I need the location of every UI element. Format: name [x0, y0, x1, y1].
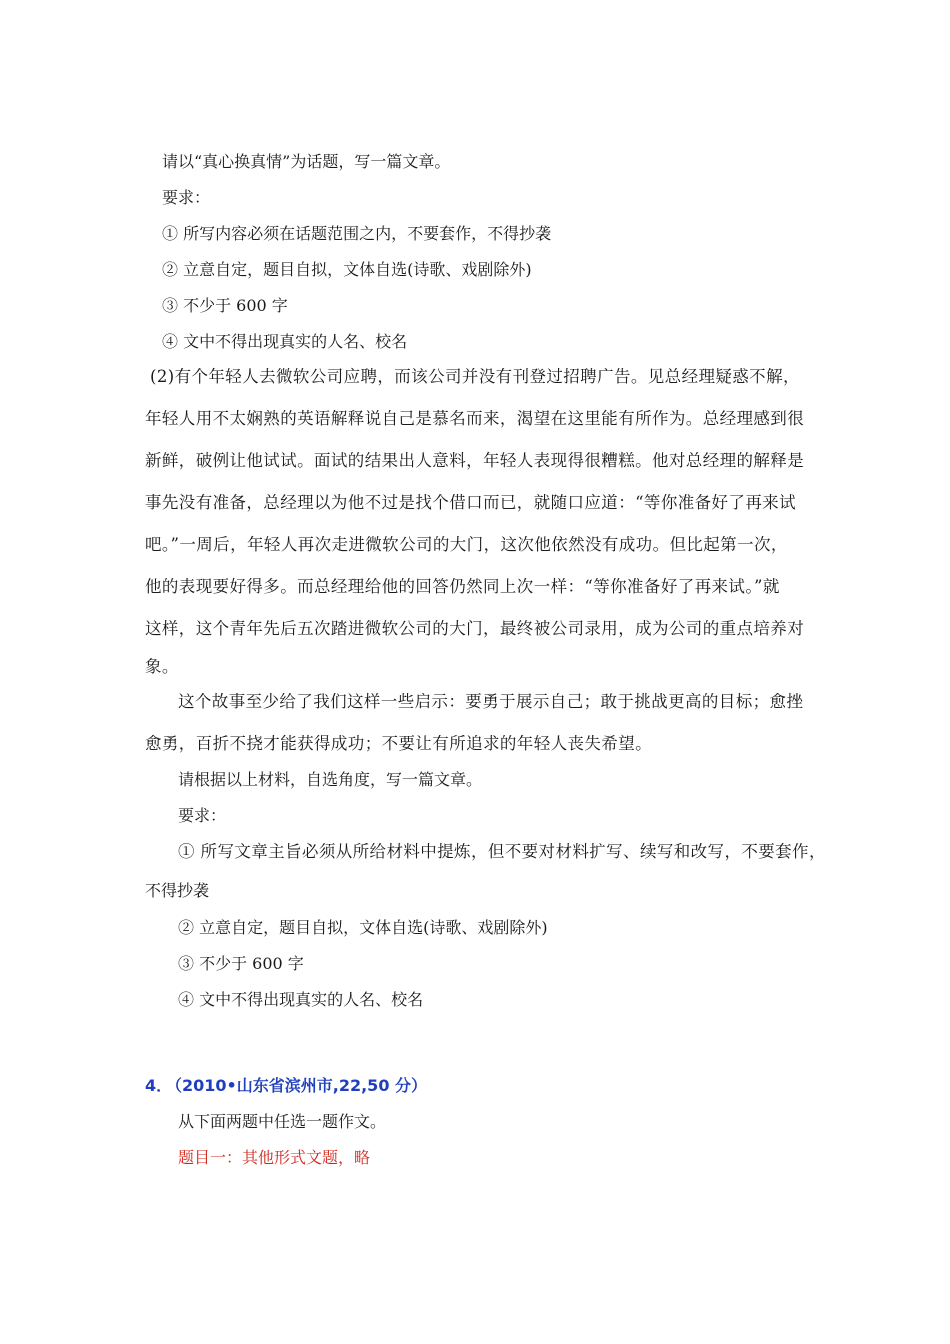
section1-requirement-2: ② 立意自定，题目自拟，文体自选(诗歌、戏剧除外) — [162, 260, 532, 279]
section2-prompt: 请根据以上材料，自选角度，写一篇文章。 — [178, 770, 483, 789]
section1-requirement-4: ④ 文中不得出现真实的人名、校名 — [162, 332, 408, 351]
section1-requirements-label: 要求： — [162, 188, 211, 207]
section2-requirement-2: ② 立意自定，题目自拟，文体自选(诗歌、戏剧除外) — [178, 918, 548, 937]
section4-instruction: 从下面两题中任选一题作文。 — [178, 1112, 387, 1131]
story-line: 年轻人用不太娴熟的英语解释说自己是慕名而来，渴望在这里能有所作为。总经理感到很 — [145, 409, 805, 428]
story-line: 事先没有准备，总经理以为他不过是找个借口而已，就随口应道：“等你准备好了再来试 — [145, 493, 797, 512]
section2-requirements-label: 要求： — [178, 806, 227, 825]
section2-requirement-4: ④ 文中不得出现真实的人名、校名 — [178, 990, 424, 1009]
section1-requirement-3: ③ 不少于 600 字 — [162, 296, 288, 315]
section1-requirement-1: ① 所写内容必须在话题范围之内，不要套作，不得抄袭 — [162, 224, 552, 243]
story-line: 吧。”一周后，年轻人再次走进微软公司的大门，这次他依然没有成功。但比起第一次， — [145, 535, 788, 554]
insight-line: 这个故事至少给了我们这样一些启示：要勇于展示自己；敢于挑战更高的目标；愈挫 — [178, 692, 804, 711]
insight-line: 愈勇，百折不挠才能获得成功；不要让有所追求的年轻人丧失希望。 — [145, 734, 652, 753]
story-line: 象。 — [145, 657, 179, 676]
story-line: (2)有个年轻人去微软公司应聘，而该公司并没有刊登过招聘广告。见总经理疑惑不解， — [150, 367, 800, 386]
section2-requirement-1-cont: 不得抄袭 — [145, 881, 210, 900]
story-line: 这样，这个青年先后五次踏进微软公司的大门，最终被公司录用，成为公司的重点培养对 — [145, 619, 805, 638]
section2-requirement-3: ③ 不少于 600 字 — [178, 954, 304, 973]
section2-requirement-1: ① 所写文章主旨必须从所给材料中提炼，但不要对材料扩写、续写和改写，不要套作， — [178, 842, 826, 861]
question-number: 4． — [145, 1076, 173, 1095]
section1-prompt: 请以“真心换真情”为话题，写一篇文章。 — [162, 152, 451, 171]
story-line: 他的表现要好得多。而总经理给他的回答仍然同上次一样：“等你准备好了再来试。”就 — [145, 577, 780, 596]
topic-one: 题目一：其他形式文题，略 — [178, 1148, 371, 1167]
question-source: （2010•山东省滨州市,22,50 分） — [166, 1076, 428, 1095]
story-line: 新鲜，破例让他试试。面试的结果出人意料，年轻人表现得很糟糕。他对总经理的解释是 — [145, 451, 805, 470]
